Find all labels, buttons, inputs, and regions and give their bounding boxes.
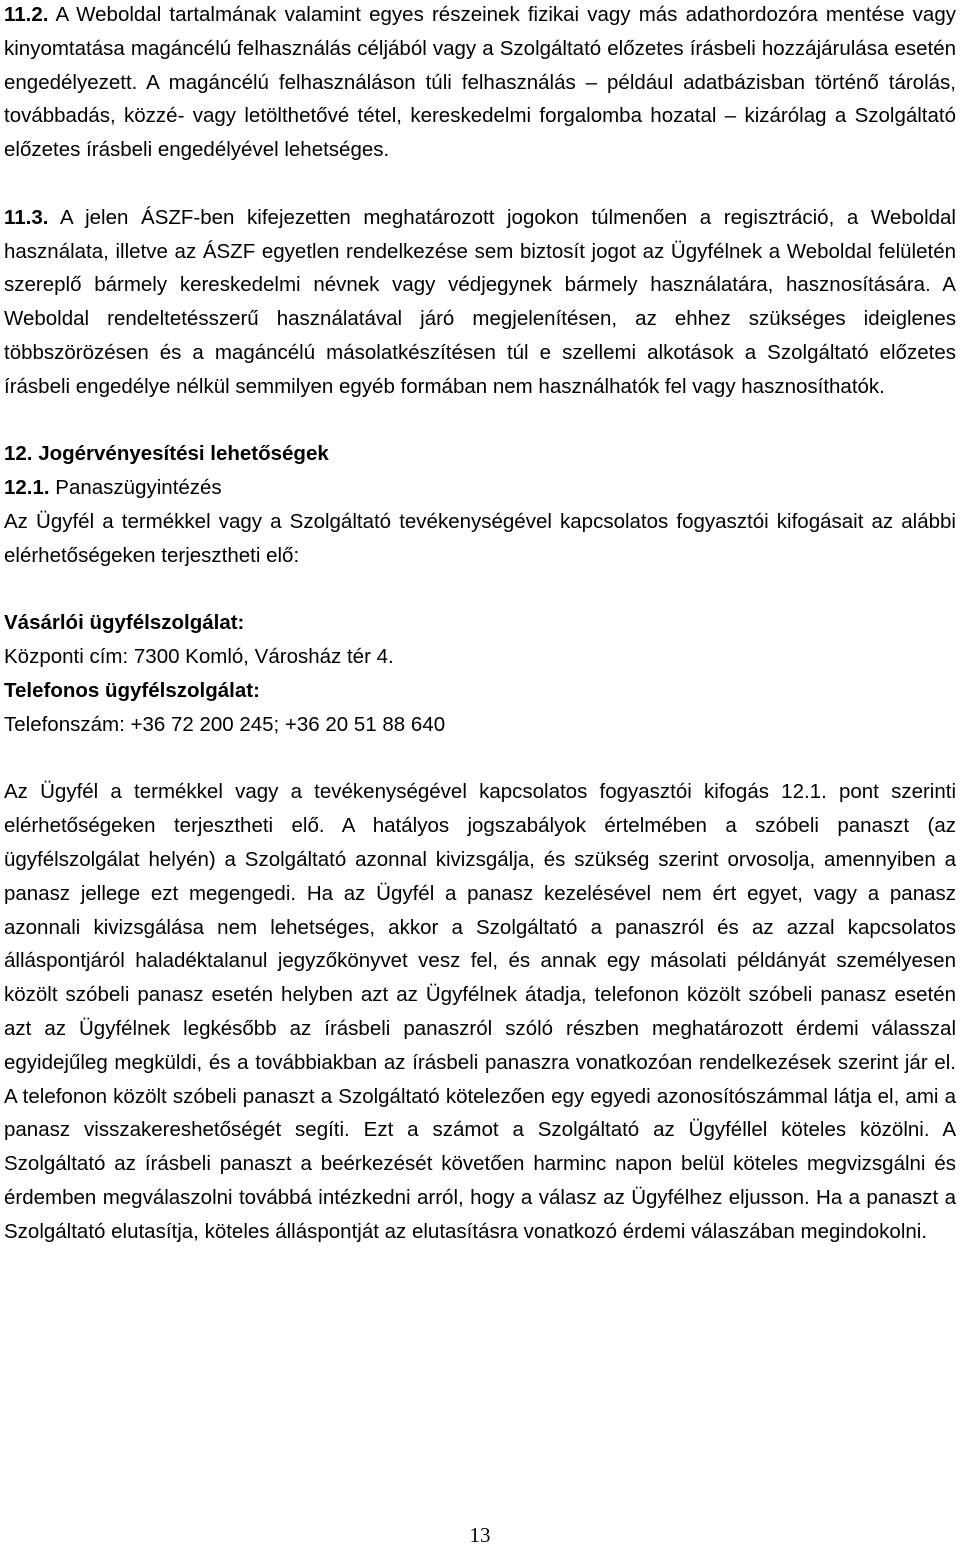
buyer-service-address: Központi cím: 7300 Komló, Városház tér 4. [4,645,394,669]
buyer-service-label: Vásárlói ügyfélszolgálat: [4,611,245,635]
section-11-3-text: A jelen ÁSZF-ben kifejezetten meghatározott jogokon túlmenően a regisztráció, a Weboldal használata, illetve az ÁSZF egyetlen rendelkezése sem biztosít jogot az Ügyfélnek a Weboldal felületén szereplő bármely kereskedelmi névnek vagy védjegynek bármely használatára, hasznosítására. A Weboldal rendeltetésszerű használatával járó megjelenítésen, az ehhez szükséges ideiglenes többszörözésen és a magáncélú másolatkészítésen túl e szellemi alkotások a Szolgáltató előzetes írásbeli engedélye nélkül semmilyen egyéb formában nem használhatók fel vagy hasznosíthatók. [4,205,956,398]
section-11-2-number: 11.2. [4,3,49,26]
phone-service-label: Telefonos ügyfélszolgálat: [4,678,260,702]
section-11-3 [4,201,956,404]
section-11-2 [4,0,956,167]
complaint-handling-text: Az Ügyfél a termékkel vagy a tevékenységével kapcsolatos fogyasztói kifogás 12.1. pont szerinti elérhetőségeken terjesztheti elő. A hatályos jogszabályok értelmében a szóbeli panaszt (az ügyfélszolgálat helyén) a Szolgáltató azonnal kivizsgálja, és szükség szerint orvosolja, amennyiben a panasz jellege ezt megengedi. Ha az Ügyfél a panasz kezelésével nem ért egyet, vagy a panasz azonnali kivizsgálása nem lehetséges, akkor a Szolgáltató a panaszról és az azzal kapcsolatos álláspontjáról haladéktalanul jegyzőkönyvet vesz fel, és annak egy másolati példányát személyesen közölt szóbeli panasz esetén helyben azt az Ügyfélnek átadja, telefonon közölt szóbeli panasz esetén azt az Ügyfélnek legkésőbb az írásbeli panaszról szóló részben meghatározott érdemi válasszal egyidejűleg megküldi, és a továbbiakban az írásbeli panaszra vonatkozóan rendelkezések szerint jár el. A telefonon közölt szóbeli panaszt a Szolgáltató kötelezően egy egyedi azonosítószámmal látja el, ami a panasz visszakereshetőségét segíti. Ezt a számot a Szolgáltató az Ügyféllel köteles közölni. A Szolgáltató az írásbeli panaszt a beérkezését követően harminc napon belül köteles megvizsgálni és érdemben megválaszolni továbbá intézkedni arról, hogy a válasz az Ügyfélhez eljusson. Ha a panaszt a Szolgáltató elutasítja, köteles álláspontját az elutasításra vonatkozó érdemi válaszában megindokolni. [4,780,956,1243]
page-number: 13 [469,1523,491,1547]
section-12-1-title [4,471,956,505]
section-12-heading: 12. Jogérvényesítési lehetőségek [4,442,329,466]
phone-service-number: Telefonszám: +36 72 200 245; +36 20 51 88 640 [4,712,446,736]
section-11-3-number: 11.3. [4,205,49,229]
section-12-1-number: 12.1. [4,476,50,500]
section-12-1-intro: Az Ügyfél a termékkel vagy a Szolgáltató tevékenységével kapcsolatos fogyasztói kifogásait az alábbi elérhetőségeken terjesztheti elő: [4,509,956,567]
section-12-1-title-text: Panaszügyintézés [49,476,222,500]
section-11-2-text: A Weboldal tartalmának valamint egyes részeinek fizikai vagy más adathordozóra mentése vagy kinyomtatása magáncélú felhasználás céljából vagy a Szolgáltató előzetes írásbeli hozzájárulása esetén engedélyezett. A magáncélú felhasználáson túli felhasználás – például adatbázisban történő tárolás, továbbadás, közzé- vagy letölthetővé tétel, kereskedelmi forgalomba hozatal – kizárólag a Szolgáltató előzetes írásbeli engedélyével lehetséges. [4,3,956,162]
document-page [4,0,956,1248]
